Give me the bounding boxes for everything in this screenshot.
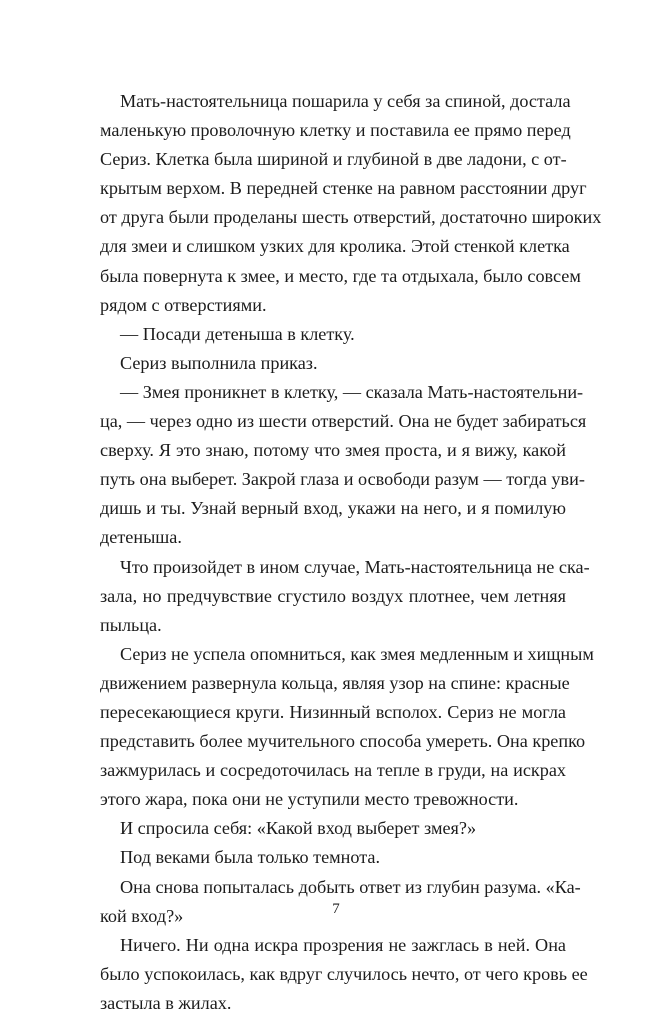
- text-line: — Посади детеныша в клетку.: [120, 323, 355, 344]
- text-line: от друга были проделаны шесть отверстий, достаточно широких: [100, 207, 602, 228]
- body-text: [100, 87, 602, 1018]
- text-line: зажмурилась и сосредоточилась на тепле в груди, на искрах: [100, 760, 566, 781]
- text-line: Ничего. Ни одна искра прозрения не зажглась в ней. Она: [120, 934, 566, 955]
- paragraph: [100, 378, 587, 553]
- text-line: для змеи и слишком узких для кролика. Этой стенкой клетка: [100, 236, 570, 257]
- text-line: Под веками была только темнота.: [120, 847, 381, 868]
- paragraph: [100, 349, 566, 378]
- text-line: кой вход?»: [100, 905, 184, 926]
- paragraph: [100, 931, 588, 1018]
- text-line: дишь и ты. Узнай верный вход, укажи на него, и я помилую: [100, 498, 566, 519]
- text-line: Сериз выполнила приказ.: [120, 352, 318, 373]
- text-line: — Змея проникнет в клетку, — сказала Мать-настоятельни-: [120, 381, 584, 402]
- text-line: ца, — через одно из шести отверстий. Она не будет забираться: [100, 411, 587, 432]
- paragraph: [100, 843, 566, 872]
- text-line: этого жара, пока они не уступили место тревожности.: [100, 789, 519, 810]
- text-line: Мать-настоятельница пошарила у себя за спиной, достала: [120, 91, 571, 111]
- paragraph: [100, 553, 590, 640]
- text-line: было успокоилась, как вдруг случилось нечто, от чего кровь ее: [100, 963, 588, 984]
- text-line: застыла в жилах.: [100, 992, 232, 1013]
- paragraph: [100, 814, 566, 843]
- paragraph: [100, 640, 594, 815]
- text-line: маленькую проволочную клетку и поставила ее прямо перед: [100, 120, 571, 141]
- text-line: представить более мучительного способа умереть. Она крепко: [100, 731, 586, 752]
- text-line: детеныша.: [100, 527, 182, 548]
- text-line: движением развернула кольца, являя узор на спине: красные: [100, 672, 570, 693]
- text-line: пересекающиеся круги. Низинный всполох. Сериз не могла: [100, 701, 566, 722]
- text-line: Она снова попыталась добыть ответ из глубин разума. «Ка-: [120, 876, 581, 897]
- text-line: Сериз не успела опомниться, как змея медленным и хищным: [120, 643, 594, 664]
- text-line: Сериз. Клетка была шириной и глубиной в две ладони, с от-: [100, 149, 567, 170]
- text-line: рядом с отверстиями.: [100, 294, 267, 315]
- text-line: И спросила себя: «Какой вход выберет змея?»: [120, 818, 477, 839]
- paragraph: [100, 320, 566, 349]
- text-line: сверху. Я это знаю, потому что змея проста, и я вижу, какой: [100, 440, 566, 461]
- text-line: была повернута к змее, и место, где та отдыхала, было совсем: [100, 265, 581, 286]
- page-number: 7: [332, 901, 340, 917]
- text-line: крытым верхом. В передней стенке на равном расстоянии друг: [100, 178, 587, 199]
- text-line: пыльца.: [100, 614, 162, 635]
- text-line: зала, но предчувствие сгустило воздух плотнее, чем летняя: [100, 585, 566, 606]
- text-line: путь она выберет. Закрой глаза и освободи разум — тогда уви-: [100, 469, 585, 490]
- text-line: Что произойдет в ином случае, Мать-настоятельница не ска-: [120, 556, 590, 577]
- paragraph: [100, 87, 602, 320]
